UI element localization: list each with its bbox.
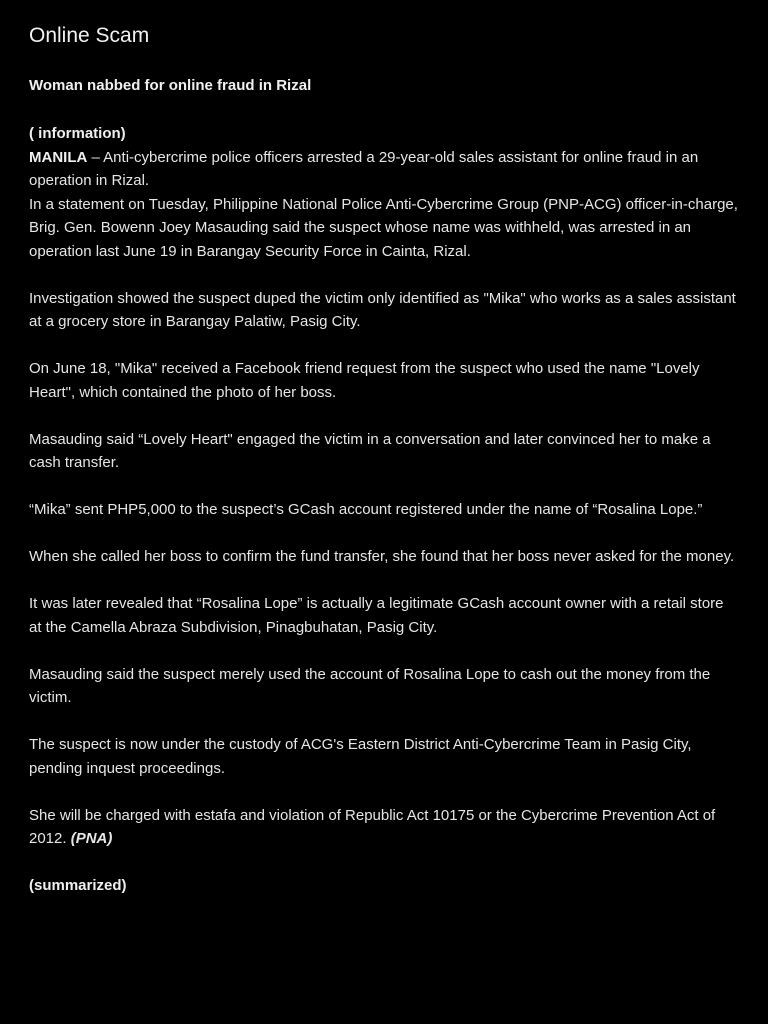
paragraph-5: Masauding said “Lovely Heart" engaged the victim in a conversation and later convinced her to make a cash transfer. [29,430,711,471]
summary-footer: (summarized) [29,877,127,894]
note-body[interactable] [29,122,739,898]
paragraph-6: “Mika” sent PHP5,000 to the suspect’s GCash account registered under the name of “Rosalina Lope.” [29,501,703,518]
info-tag: ( information) [29,125,126,142]
paragraph-11-text: She will be charged with estafa and violation of Republic Act 10175 or the Cybercrime Prevention Act of 2012. [29,806,716,847]
paragraph-3: Investigation showed the suspect duped the victim only identified as "Mika" who works as a sales assistant at a grocery store in Barangay Palatiw, Pasig City. [29,289,736,330]
paragraph-4: On June 18, "Mika" received a Facebook friend request from the suspect who used the name "Lovely Heart", which contained the photo of her boss. [29,360,700,401]
note-title[interactable]: Online Scam [29,24,150,47]
paragraph-11 [29,804,739,851]
paragraph-10: The suspect is now under the custody of ACG's Eastern District Anti-Cybercrime Team in Pasig City, pending inquest proceedings. [29,736,692,777]
source-credit: (PNA) [70,830,113,847]
paragraph-7: When she called her boss to confirm the fund transfer, she found that her boss never asked for the money. [29,548,735,565]
article-headline[interactable]: Woman nabbed for online fraud in Rizal [29,77,312,94]
paragraph-2: In a statement on Tuesday, Philippine National Police Anti-Cybercrime Group (PNP-ACG) officer-in-charge, Brig. Gen. Bowenn Joey Masauding said the suspect whose name was withheld, was arrested in an operation last June 19 in Barangay Security Force in Cainta, Rizal. [29,195,738,260]
dateline: MANILA [29,148,88,166]
paragraph-1-text: – Anti-cybercrime police officers arrested a 29-year-old sales assistant for online fraud in an operation in Rizal. [29,148,699,189]
paragraph-9: Masauding said the suspect merely used the account of Rosalina Lope to cash out the money from the victim. [29,665,711,706]
paragraph-1 [29,146,739,193]
paragraph-8: It was later revealed that “Rosalina Lope” is actually a legitimate GCash account owner with a retail store at the Camella Abraza Subdivision, Pinagbuhatan, Pasig City. [29,595,724,636]
